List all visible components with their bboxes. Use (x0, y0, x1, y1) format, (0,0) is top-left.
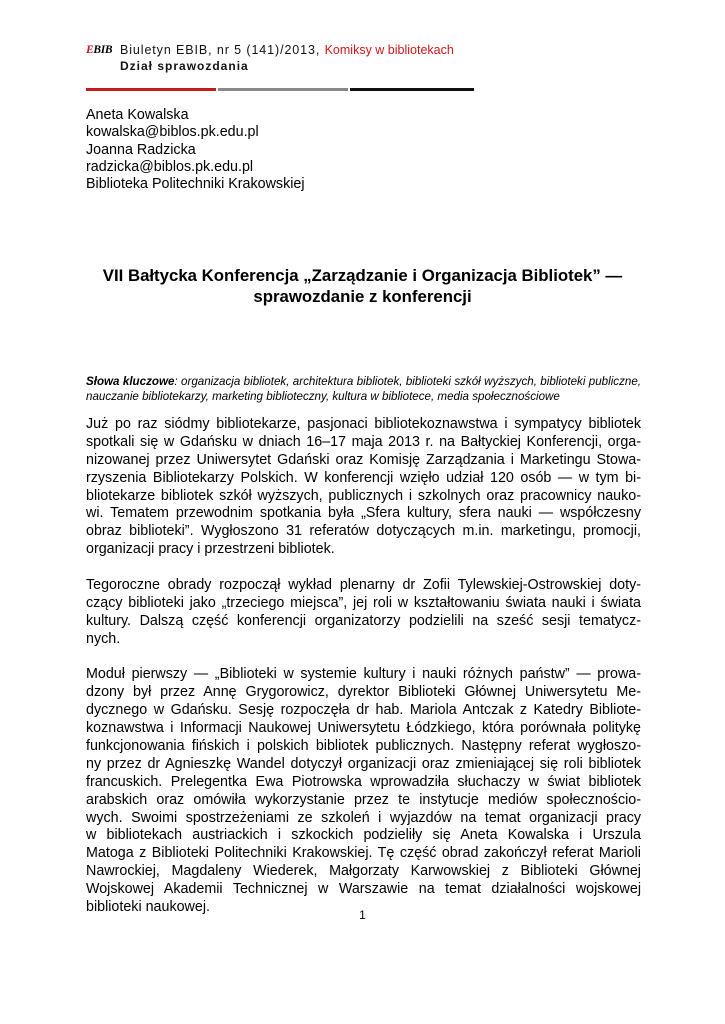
author-name: Aneta Kowalska (86, 107, 189, 123)
paragraph-line: nizowanej przez Uniwersytet Gdański oraz Komisję Zarządzania i Marketingu Stowa- (86, 451, 641, 468)
paragraph-line: Tegoroczne obrady rozpoczął wykład plenarny dr Zofii Tylewskiej-Ostrowskiej doty- (86, 577, 641, 594)
paragraph-line: koznawstwa i Informacji Naukowej Uniwersytetu Łódzkiego, która porównała politykę (86, 720, 641, 737)
paragraph-line: nych. (86, 630, 121, 647)
author-email: kowalska@biblos.pk.edu.pl (86, 124, 259, 141)
paragraph-line: obraz biblioteki”. Wygłoszono 31 referatów dotyczących m.in. marketingu, promocji, (86, 523, 641, 540)
author-email: radzicka@biblos.pk.edu.pl (86, 158, 254, 175)
paragraph-line: dzony był przez Annę Grygorowicz, dyrektor Biblioteki Głównej Uniwersytetu Me- (86, 684, 641, 701)
paragraph-line: Moduł pierwszy — „Biblioteki w systemie kultury i nauki różnych państw” — prowa- (86, 666, 641, 683)
keywords-text: : organizacja bibliotek, architektura bibliotek, biblioteki szkół wyższych, biblioteki publiczne, nauczanie bibliotekarzy, marketing biblioteczny, kultura w bibliotece, media społecznościowe (86, 375, 641, 403)
paragraph-line: bliotekarze bibliotek szkół wyższych, publicznych i szkolnych oraz pracownicy nauko- (86, 487, 641, 504)
header-rule-gray (218, 88, 348, 91)
paragraph-line: funkcjonowania fińskich i polskich bibliotek publicznych. Następny referat wygłoszo- (86, 738, 641, 755)
header-rule-black (350, 88, 474, 91)
paragraph-line: dycznego w Gdańsku. Sesję rozpoczęła dr hab. Mariola Antczak z Katedry Bibliote- (86, 702, 641, 719)
body-paragraph (86, 666, 641, 916)
article-title: VII Bałtycka Konferencja „Zarządzanie i Organizacja Bibliotek” — sprawozdanie z konferencji (102, 266, 623, 306)
keywords-label: Słowa kluczowe (86, 375, 175, 388)
paragraph-line: organizacji pracy i przestrzeni bibliotek. (86, 541, 335, 558)
paragraph-line: wych. Swoimi spostrzeżeniami ze szkoleń i wyjazdów na temat organizacji pracy (86, 809, 641, 826)
paragraph-line: arabskich oraz omówiła wykorzystanie przez te instytucje mediów społecznościo- (86, 791, 641, 808)
section-name: Dział sprawozdania (120, 59, 249, 73)
paragraph-line: Wojskowej Akademii Technicznej w Warszawie na temat działalności wojskowej (86, 881, 641, 898)
paragraph-line: ny przez dr Agnieszkę Wandel dotyczył organizacji oraz zmieniającej się roli bibliotek (86, 755, 641, 772)
issue-theme: Komiksy w bibliotekach (324, 43, 454, 57)
paragraph-line: rzyszenia Bibliotekarzy Polskich. W konferencji wzięło udział 120 osób — w tym bi- (86, 469, 641, 486)
paragraph-line: Już po raz siódmy bibliotekarze, pasjonaci bibliotekoznawstwa i sympatycy bibliotek (86, 416, 641, 432)
paragraph-line: w bibliotekach austriackich i szkockich podzieliły się Aneta Kowalska i Urszula (86, 827, 641, 844)
paragraph-line: francuskich. Prelegentka Ewa Piotrowska wprowadziła słuchaczy w świat bibliotek (86, 773, 641, 790)
author-affiliation: Biblioteka Politechniki Krakowskiej (86, 176, 305, 193)
keywords (86, 374, 641, 404)
ebib-logo: EBIB (86, 44, 113, 56)
body-paragraph (86, 416, 641, 559)
paragraph-line: wi. Tematem przewodnim spotkania była „Sfera kultury, sfera nauki — współczesny (86, 505, 641, 522)
author-block (86, 107, 305, 193)
page-number: 1 (359, 908, 366, 922)
paragraph-line: biblioteki naukowej. (86, 899, 210, 916)
paragraph-line: spotkali się w Gdańsku w dniach 16–17 maja 2013 r. na Bałtyckiej Konferencji, orga- (86, 433, 641, 450)
article-body (86, 416, 641, 935)
header-rule-red (86, 88, 216, 91)
body-paragraph (86, 577, 641, 649)
paragraph-line: Nawrockiej, Magdaleny Wiederek, Małgorzaty Karwowskiej z Biblioteki Głównej (86, 863, 641, 880)
paragraph-line: Matoga z Biblioteki Politechniki Krakowskiej. Tę część obrad zakończył referat Marioli (86, 845, 641, 862)
journal-issue: Biuletyn EBIB, nr 5 (141)/2013, (120, 43, 325, 57)
paragraph-line: czący biblioteki jako „trzeciego miejsca”, jej roli w kształtowaniu świata nauki i świata (86, 594, 641, 611)
paragraph-line: kultury. Dalszą część konferencji organizatorzy podzielili na sześć sesji tematycz- (86, 612, 641, 629)
author-name: Joanna Radzicka (86, 141, 196, 158)
journal-line (120, 43, 454, 57)
